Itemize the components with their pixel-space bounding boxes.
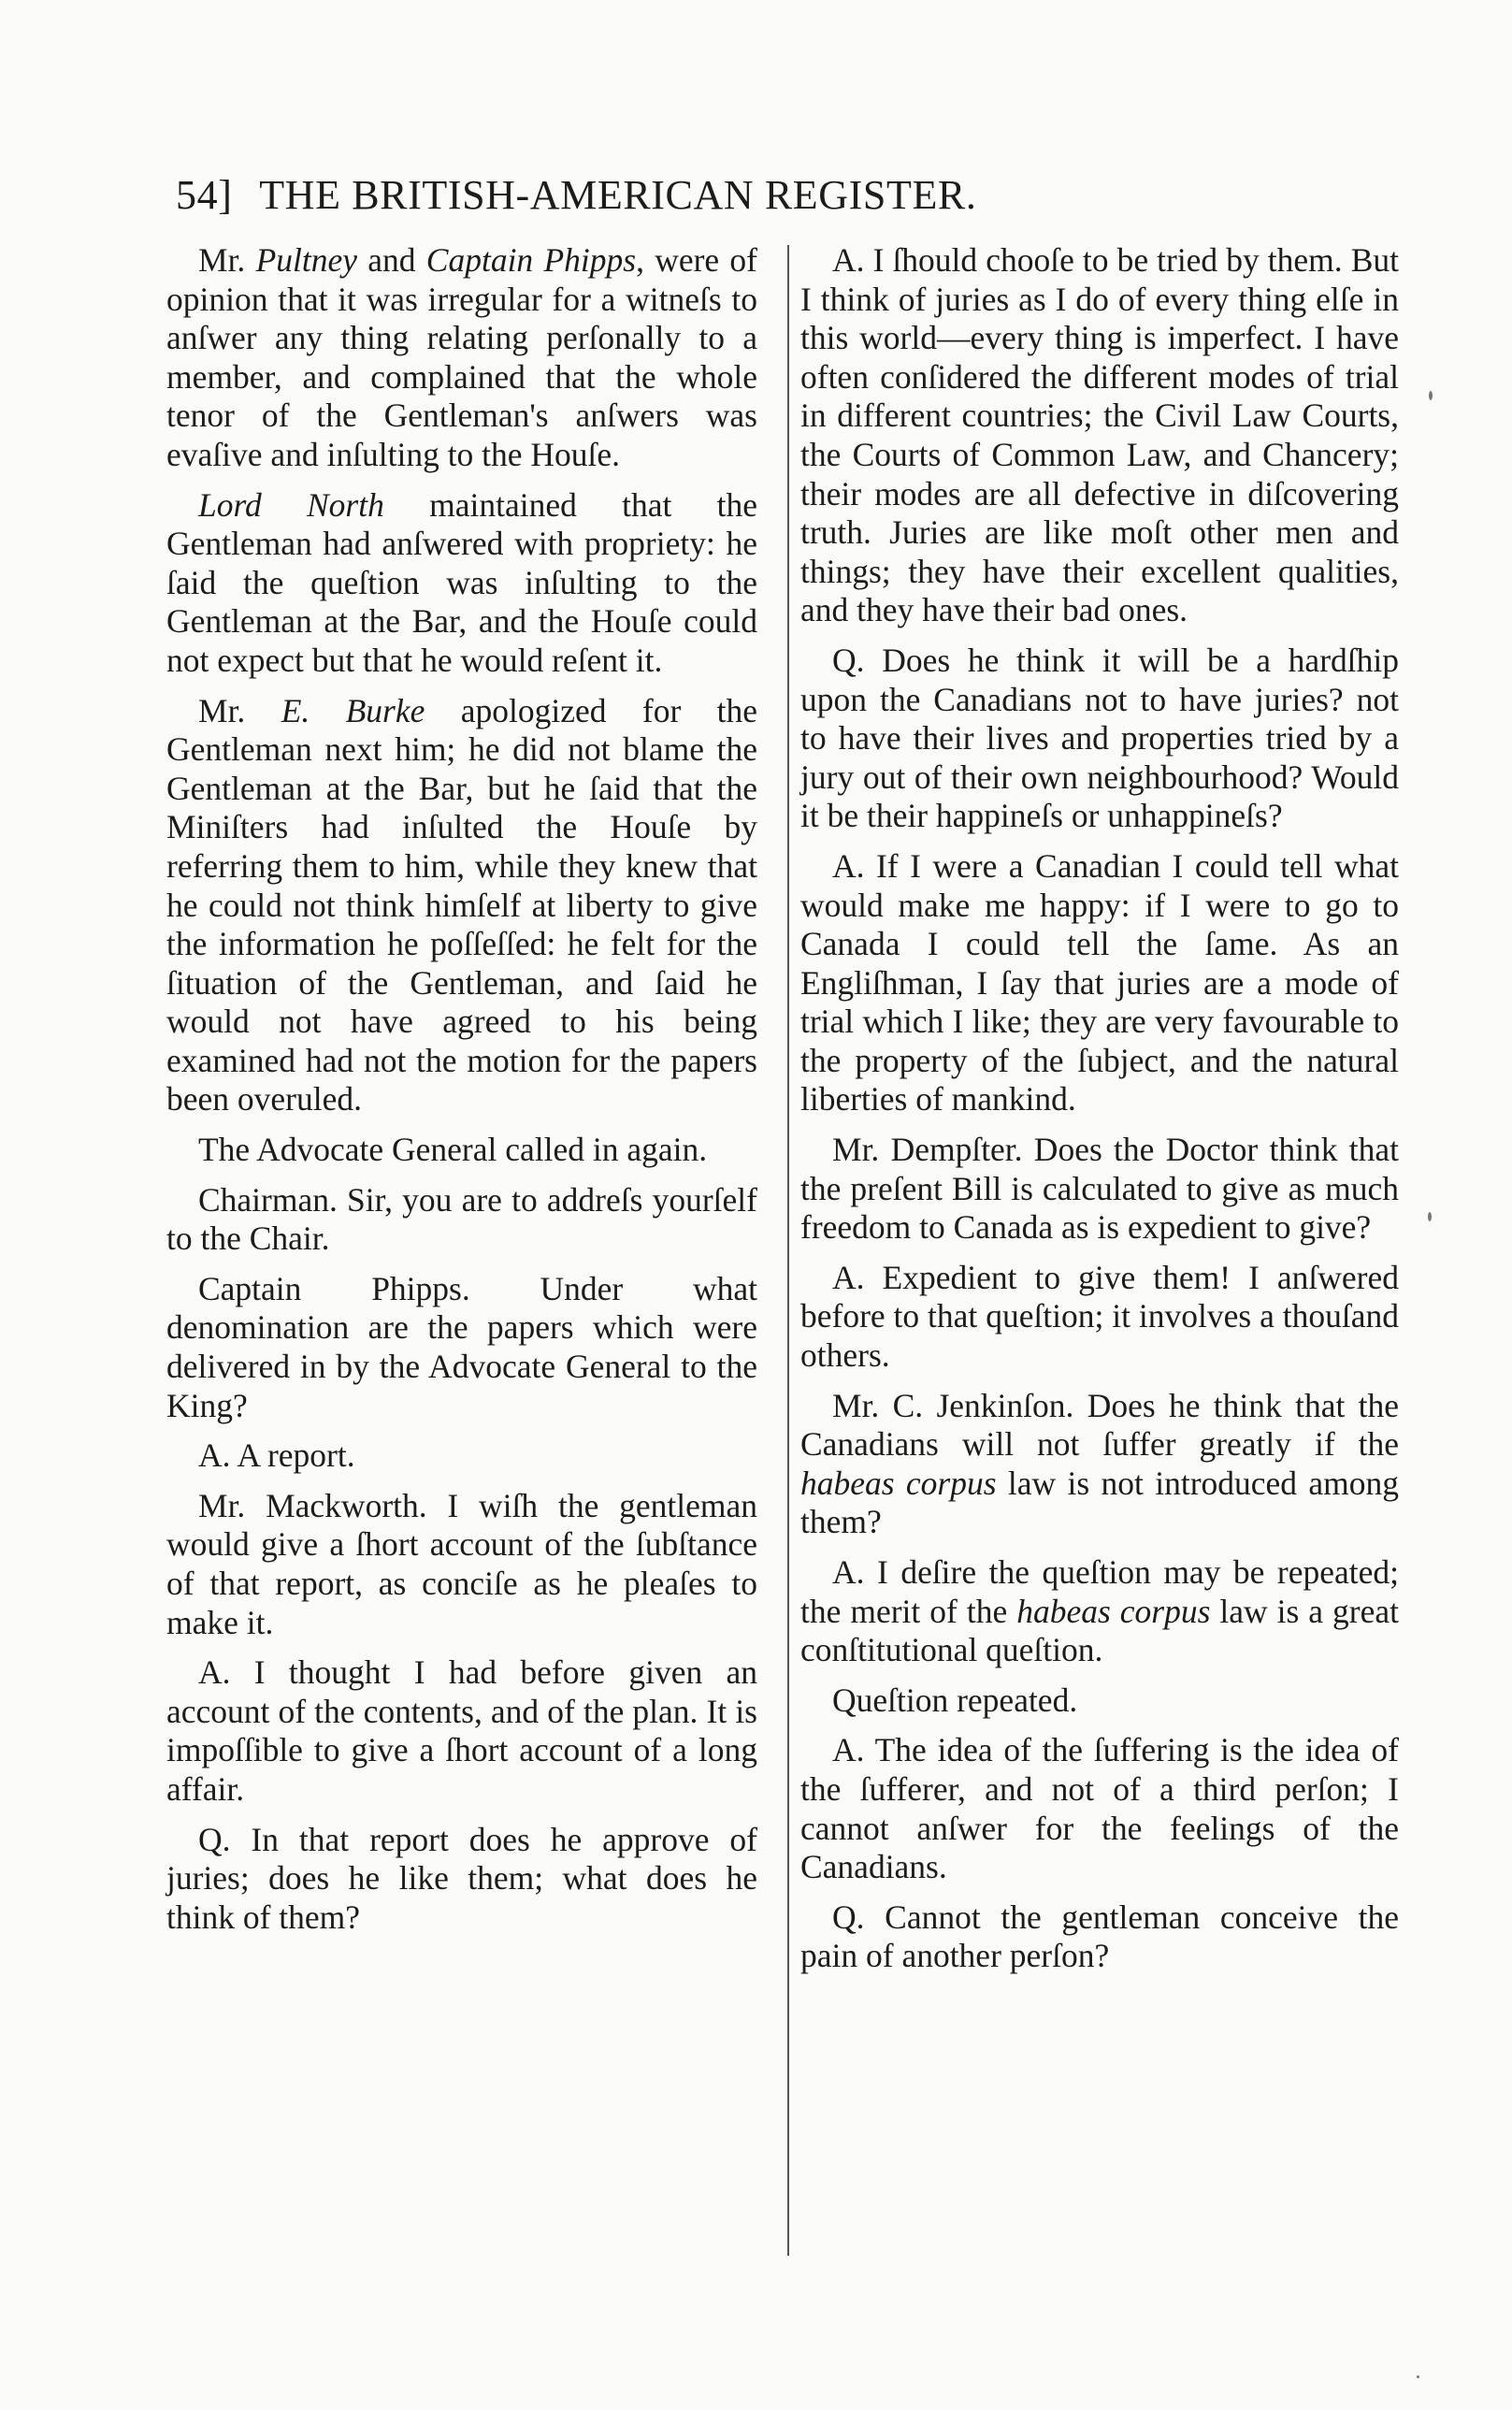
paragraph: A. I ſhould chooſe to be tried by them. But I think of juries as I do of every thing elſe in this world—every thing is imperfect. I have often conſidered the different modes of trial in different countries; the Civil Law Courts, the Courts of Common Law, and Chancery; their modes are all defective in diſcovering truth. Juries are like moſt other men and things; they have their excellent qualities, and they have their bad ones. — [800, 241, 1399, 629]
scan-speck — [1429, 391, 1433, 400]
paragraph: Q. In that report does he approve of juries; does he like them; what does he think of them? — [166, 1820, 757, 1936]
paragraph: Mr. Mackworth. I wiſh the gentleman would give a ſhort account of the ſubſtance of that report, as conciſe as he pleaſes to make it. — [166, 1486, 757, 1641]
paragraph: A. I thought I had before given an account of the contents, and of the plan. It is impoſſible to give a ſhort account of a long affair. — [166, 1653, 757, 1808]
paragraph: Mr. E. Burke apologized for the Gentleman next him; he did not blame the Gentleman at the Bar, but he ſaid that the Miniſters had inſulted the Houſe by referring them to him, while they knew that he could not think himſelf at liberty to give the information he poſſeſſed: he felt for the ſituation of the Gentleman, and ſaid he would not have agreed to his being examined had not the motion for the papers been overuled. — [166, 691, 758, 1118]
running-title: THE BRITISH-AMERICAN REGISTER. — [259, 172, 977, 218]
column-divider — [787, 245, 789, 2256]
page-header — [176, 171, 1246, 219]
paragraph: Mr. Pultney and Captain Phipps, were of opinion that it was irregular for a witneſs to anſwer any thing relating perſonally to a member, and complained that the whole tenor of the Gentleman's anſwers was evaſive and inſulting to the Houſe. — [166, 241, 757, 473]
page-number: 54] — [176, 172, 233, 218]
paragraph: Lord North maintained that the Gentleman had anſwered with propriety: he ſaid the queſtion was inſulting to the Gentleman at the Bar, and the Houſe could not expect but that he would reſent it. — [166, 485, 757, 679]
scan-speck — [1417, 2375, 1419, 2378]
paragraph: A. The idea of the ſuffering is the idea of the ſufferer, and not of a third perſon; I cannot anſwer for the feelings of the Canadians. — [800, 1731, 1399, 1886]
paragraph: Captain Phipps. Under what denomination are the papers which were delivered in by the Advocate General to the King? — [166, 1269, 757, 1424]
paragraph: A. Expedient to give them! I anſwered before to that queſtion; it involves a thouſand others. — [800, 1258, 1399, 1375]
paragraph: Q. Does he think it will be a hardſhip upon the Canadians not to have juries? not to have their lives and properties tried by a jury out of their own neighbourhood? Would it be their happineſs or unhappineſs? — [800, 641, 1399, 835]
paragraph: The Advocate General called in again. — [198, 1131, 708, 1169]
paragraph: A. If I were a Canadian I could tell what would make me happy: if I were to go to Canada I could tell the ſame. As an Engliſhman, I ſay that juries are a mode of trial which I like; they are very favourable to the property of the ſubject, and the natural liberties of mankind. — [800, 846, 1399, 1118]
left-column — [166, 241, 757, 1948]
paragraph: Mr. C. Jenkinſon. Does he think that the Canadians will not ſuffer greatly if the habeas corpus law is not introduced among them? — [800, 1386, 1399, 1541]
paragraph: Q. Cannot the gentleman conceive the pain of another perſon? — [800, 1898, 1399, 1975]
paragraph: A. I deſire the queſtion may be repeated; the merit of the habeas corpus law is a great conſtitutional queſtion. — [800, 1553, 1399, 1669]
right-column — [800, 241, 1399, 1987]
paragraph: Chairman. Sir, you are to addreſs yourſelf to the Chair. — [166, 1180, 757, 1258]
scan-speck — [1428, 1212, 1432, 1221]
paragraph: Mr. Dempſter. Does the Doctor think that the preſent Bill is calculated to give as much freedom to Canada as is expedient to give? — [800, 1131, 1399, 1247]
paragraph: A. A report. — [198, 1436, 355, 1475]
paragraph: Queſtion repeated. — [832, 1681, 1078, 1719]
